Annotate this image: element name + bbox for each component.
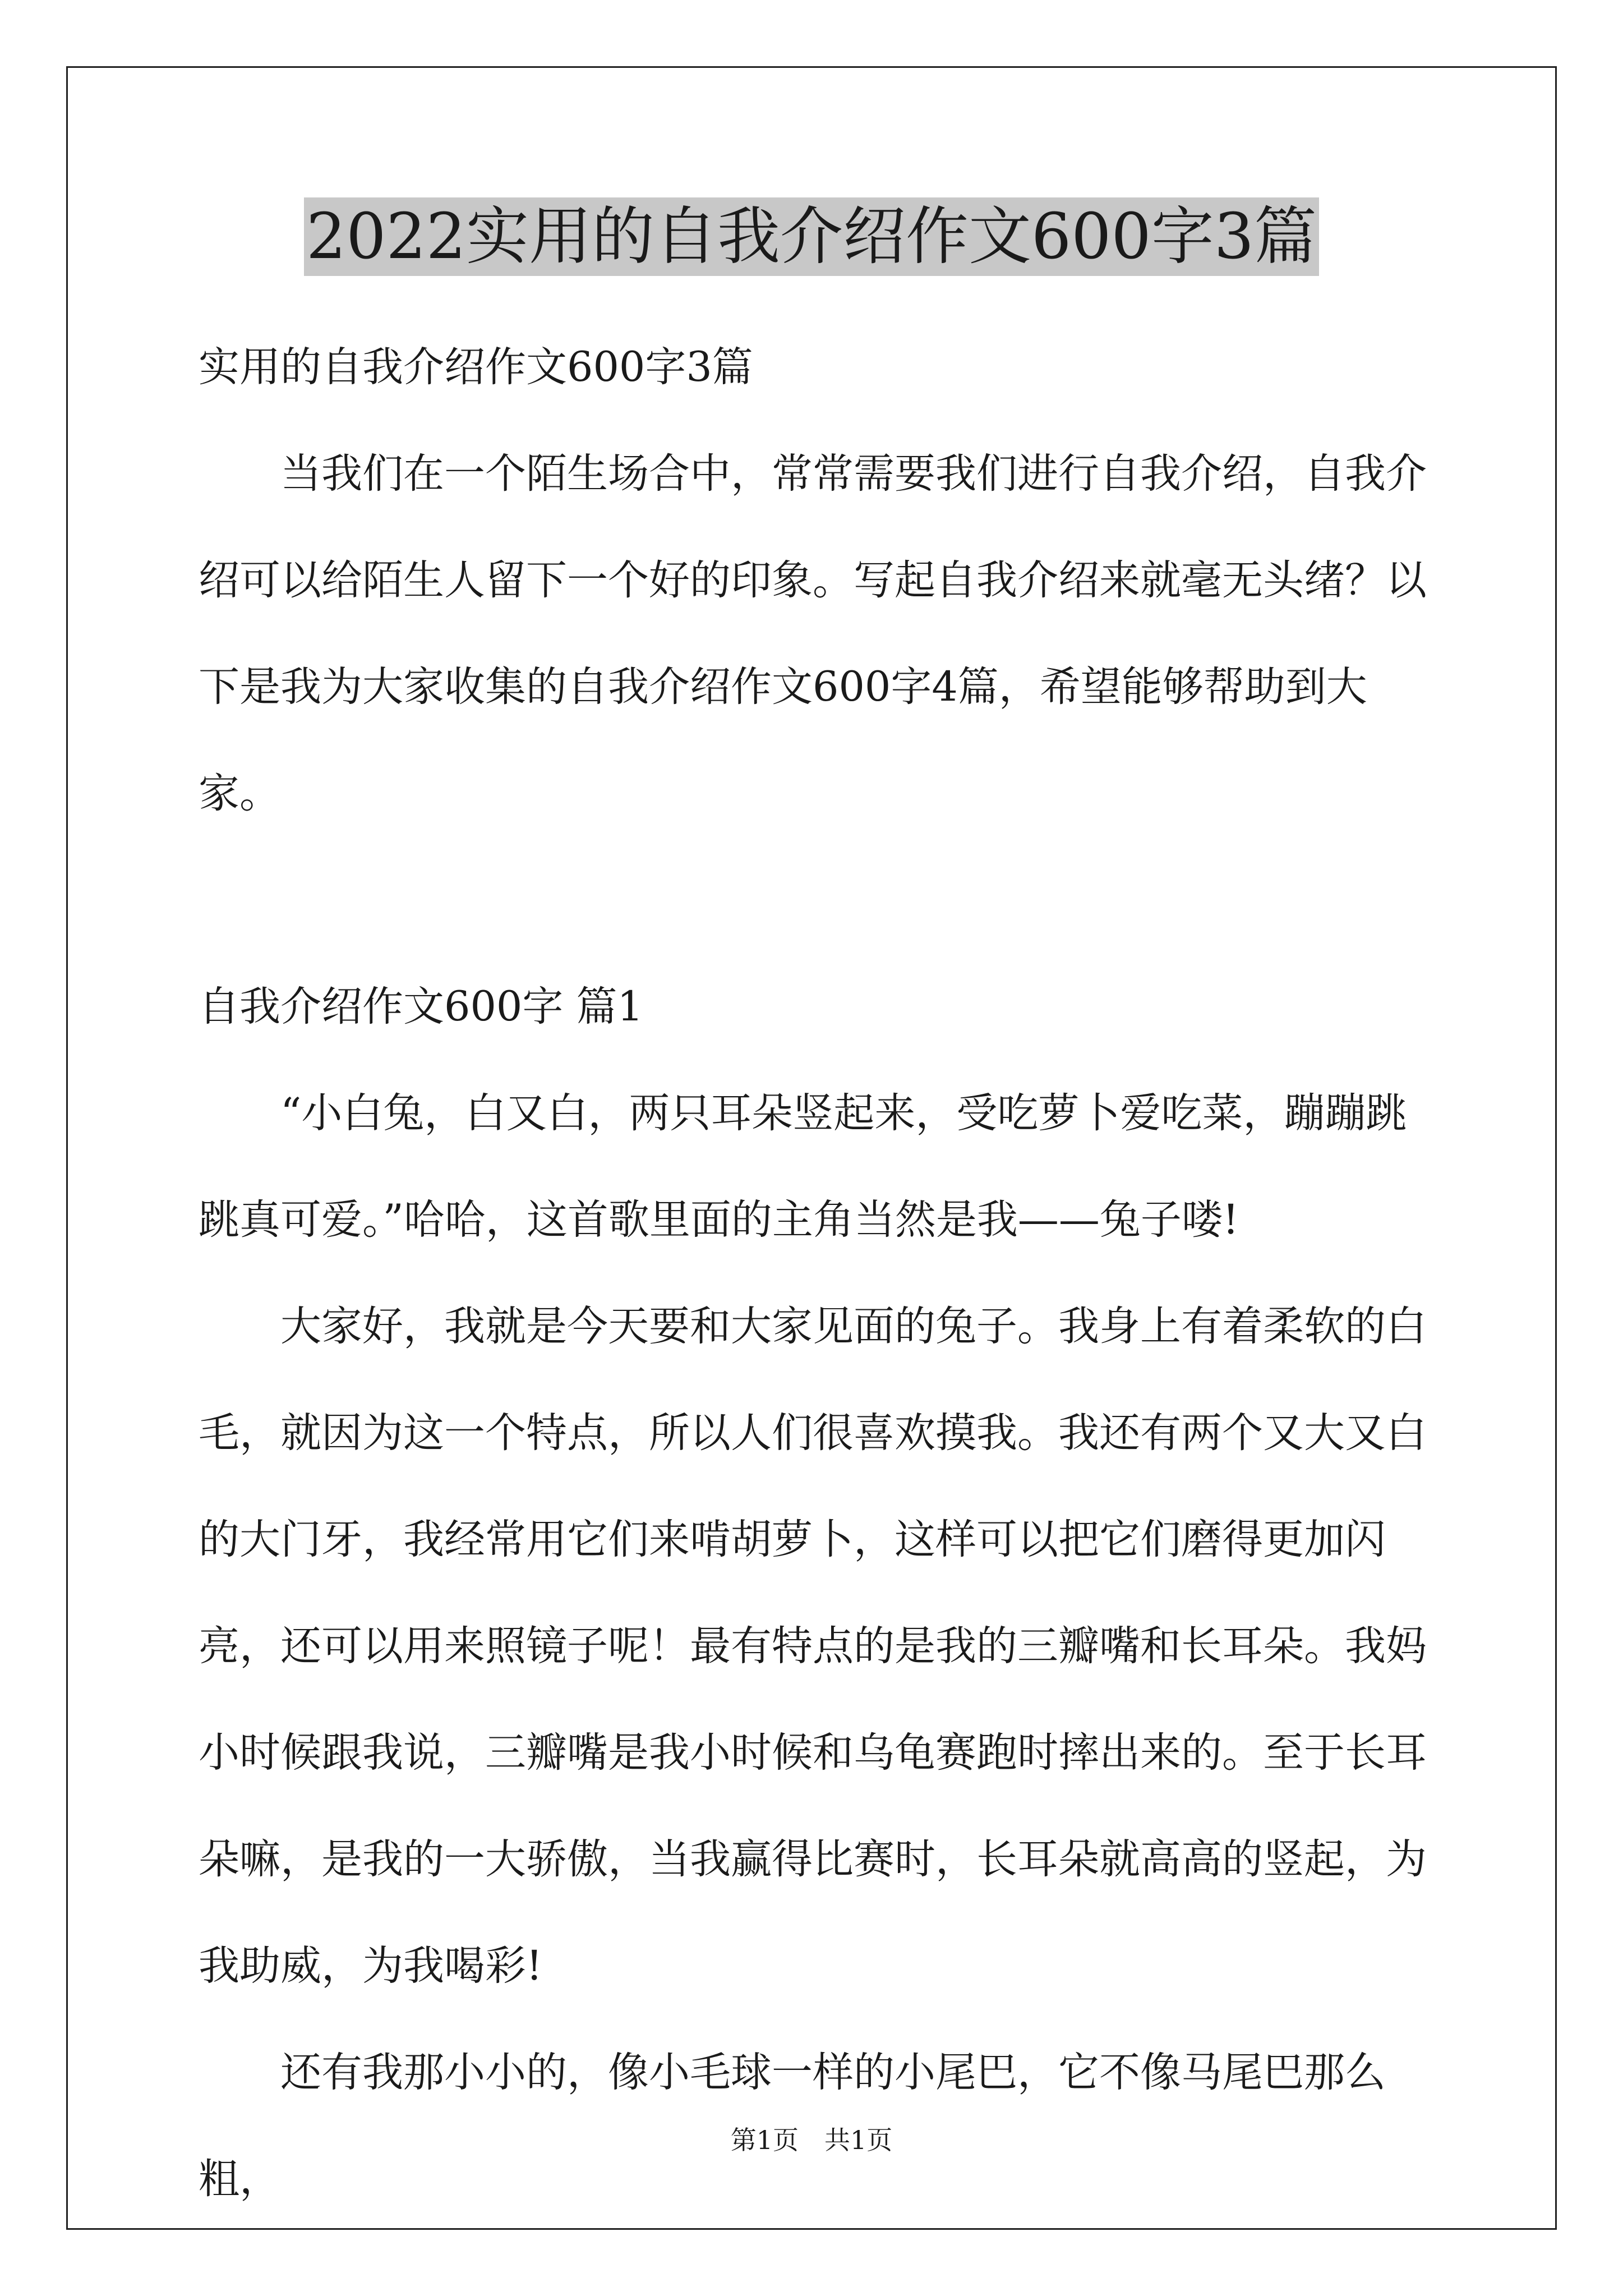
document-body xyxy=(199,314,1427,2233)
title-container xyxy=(0,197,1623,276)
section-spacer xyxy=(199,847,1427,954)
body-paragraph: 还有我那小小的，像小毛球一样的小尾巴，它不像马尾巴那么粗， xyxy=(199,2049,1386,2203)
body-paragraph: “小白兔，白又白，两只耳朵竖起来，受吃萝卜爱吃菜，蹦蹦跳跳真可爱。”哈哈，这首歌里面的主角当然是我——兔子喽! xyxy=(199,1089,1407,1244)
page-footer: 第1页 共1页 xyxy=(730,2125,893,2155)
document-title: 2022实用的自我介绍作文600字3篇 xyxy=(304,197,1319,276)
section-heading: 自我介绍作文600字 篇1 xyxy=(199,983,643,1030)
document-subtitle: 实用的自我介绍作文600字3篇 xyxy=(199,343,753,391)
body-paragraph: 大家好，我就是今天要和大家见面的兔子。我身上有着柔软的白毛，就因为这一个特点，所以人们很喜欢摸我。我还有两个又大又白的大门牙，我经常用它们来啃胡萝卜，这样可以把它们磨得更加闪亮，还可以用来照镜子呢！最有特点的是我的三瓣嘴和长耳朵。我妈小时候跟我说，三瓣嘴是我小时候和乌龟赛跑时摔出来的。至于长耳朵嘛，是我的一大骄傲，当我赢得比赛时，长耳朵就高高的竖起，为我助威，为我喝彩! xyxy=(199,1303,1427,1990)
intro-paragraph: 当我们在一个陌生场合中，常常需要我们进行自我介绍，自我介绍可以给陌生人留下一个好的印象。写起自我介绍来就毫无头绪？以下是我为大家收集的自我介绍作文600字4篇，希望能够帮助到大家。 xyxy=(199,450,1427,817)
